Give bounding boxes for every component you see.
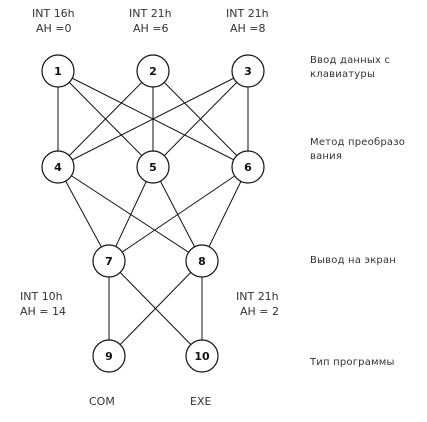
- mid-label-right-int: INT 21h: [236, 290, 279, 303]
- top-label-1: [32, 6, 75, 36]
- node-7: [93, 245, 125, 277]
- top-label-2-ah: AH =6: [133, 22, 169, 35]
- node-5: [137, 151, 169, 183]
- mid-label-left-ah: AH = 14: [20, 305, 67, 318]
- top-label-2: [129, 6, 172, 36]
- mid-label-right: [236, 289, 279, 319]
- top-label-3: [226, 6, 269, 36]
- top-label-1-int: INT 16h: [32, 7, 75, 20]
- node-6: [232, 151, 264, 183]
- node-4: [42, 151, 74, 183]
- side-label-program-type: Тип программы: [310, 357, 395, 368]
- node-3: [232, 55, 264, 87]
- top-label-1-ah: AH =0: [36, 22, 72, 35]
- top-label-3-ah: AH =8: [230, 22, 266, 35]
- top-label-3-int: INT 21h: [226, 7, 269, 20]
- bottom-label-com: COM: [89, 395, 115, 408]
- side-label-method: Метод преобразования: [310, 137, 406, 162]
- side-label-output: Вывод на экран: [310, 255, 397, 266]
- node-2: [137, 55, 169, 87]
- mid-label-right-ah: AH = 2: [240, 305, 280, 318]
- node-label: 9: [105, 350, 113, 363]
- node-8: [186, 245, 218, 277]
- node-label: 6: [244, 161, 252, 174]
- bottom-label-exe: EXE: [190, 395, 212, 408]
- node-9: [93, 340, 125, 372]
- node-label: 2: [149, 65, 157, 78]
- node-label: 1: [54, 65, 62, 78]
- node-10: [186, 340, 218, 372]
- node-label: 5: [149, 161, 157, 174]
- node-label: 3: [244, 65, 252, 78]
- node-1: [42, 55, 74, 87]
- mid-label-left: [20, 289, 66, 319]
- top-label-2-int: INT 21h: [129, 7, 172, 20]
- node-label: 4: [54, 161, 62, 174]
- side-label-input: Ввод данных с клавиатуры: [310, 55, 391, 80]
- node-label: 10: [194, 350, 210, 363]
- node-label: 7: [105, 255, 113, 268]
- node-label: 8: [198, 255, 206, 268]
- mid-label-left-int: INT 10h: [20, 290, 63, 303]
